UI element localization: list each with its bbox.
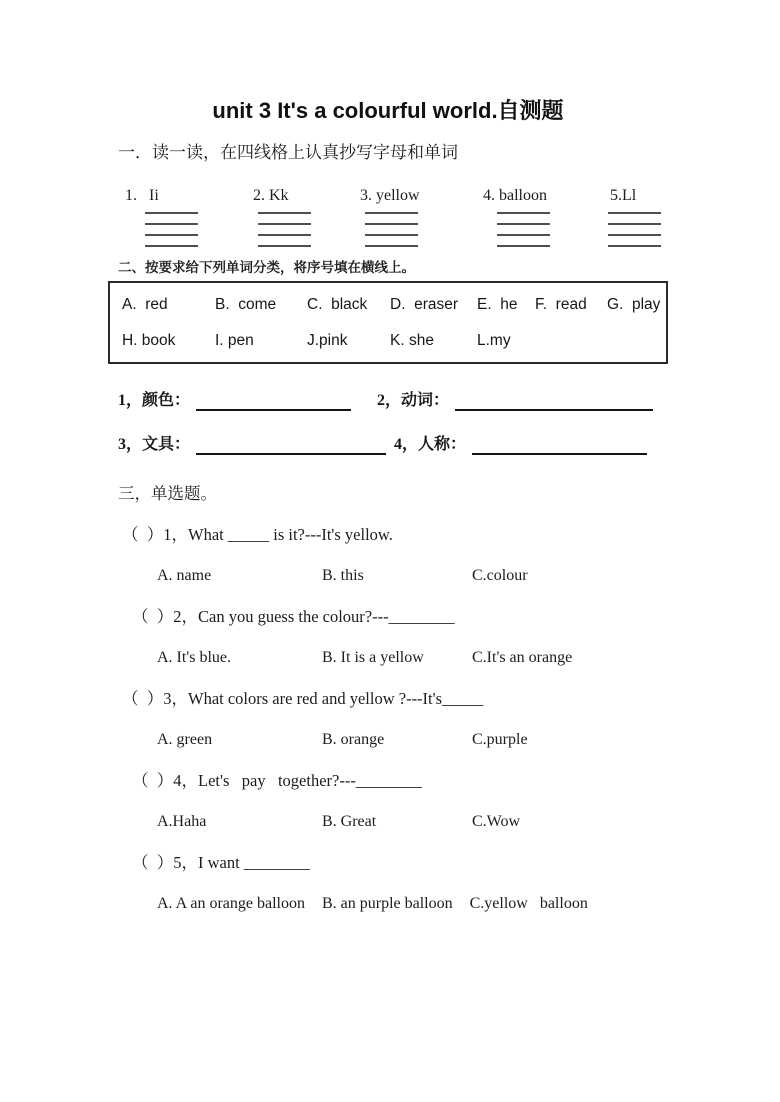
option-b: B. an purple balloon	[321, 895, 453, 912]
question-4	[132, 770, 668, 792]
option-c: C.purple	[472, 731, 528, 748]
copy-item-label: 2. Kk	[253, 187, 289, 204]
copy-item-label: 4. balloon	[483, 187, 547, 204]
word-item: H. book	[122, 332, 176, 349]
word-item: B. come	[215, 296, 277, 313]
word-item: G. play	[607, 296, 661, 313]
word-item: C. black	[307, 296, 368, 313]
option-b: B. this	[322, 567, 364, 584]
copy-item	[610, 185, 661, 247]
question-2	[132, 606, 668, 628]
answer-blank	[196, 438, 386, 455]
category-row-1	[118, 390, 668, 411]
word-item: J.pink	[307, 332, 348, 349]
question-5-options	[157, 893, 668, 915]
question-3-options	[157, 729, 668, 751]
section1-heading: 一．读一读，在四线格上认真抄写字母和单词	[118, 143, 458, 162]
question-1-options	[157, 565, 668, 587]
question-text: I want ________	[198, 853, 310, 872]
word-row-2	[122, 332, 660, 350]
copy-item	[253, 185, 360, 247]
word-row-1	[122, 296, 660, 314]
question-5	[132, 852, 668, 874]
category-label-stationery: 3，文具：	[118, 436, 191, 453]
option-c: C.Wow	[472, 813, 521, 830]
writing-grid	[497, 212, 550, 247]
copy-item	[125, 185, 253, 247]
option-a: A. A an orange balloon	[157, 895, 305, 912]
question-text: What colors are red and yellow ?---It's_____	[188, 689, 484, 708]
question-text: What _____ is it?---It's yellow.	[188, 525, 393, 544]
category-label-pronouns: 4，人称：	[394, 436, 467, 453]
section2-heading: 二、按要求给下列单词分类，将序号填在横线上。	[118, 260, 415, 275]
answer-blank	[472, 438, 647, 455]
question-2-options	[157, 647, 668, 669]
category-label-verbs: 2，动词：	[377, 392, 450, 409]
question-prefix: （ ）1，	[122, 525, 188, 544]
question-prefix: （ ）2，	[132, 607, 198, 626]
option-b: B. It is a yellow	[322, 649, 424, 666]
category-row-2	[118, 434, 668, 455]
word-item: E. he	[477, 296, 518, 313]
writing-grid	[608, 212, 661, 247]
category-label-colors: 1，颜色：	[118, 392, 191, 409]
question-prefix: （ ）4，	[132, 771, 198, 790]
section3-heading: 三，单选题。	[118, 484, 217, 503]
copy-item	[360, 185, 483, 247]
writing-grid	[145, 212, 198, 247]
word-item: F. read	[535, 296, 587, 313]
option-a: A. green	[157, 731, 213, 748]
page-title: unit 3 It's a colourful world.自测题	[212, 98, 564, 123]
word-box	[108, 281, 668, 364]
word-item: K. she	[390, 332, 434, 349]
option-c: C.colour	[472, 567, 528, 584]
copy-practice-row	[125, 185, 668, 247]
word-item: A. red	[122, 296, 168, 313]
question-text: Let's pay together?---________	[198, 771, 422, 790]
writing-grid	[258, 212, 311, 247]
answer-blank	[455, 394, 653, 411]
question-prefix: （ ）5，	[132, 853, 198, 872]
question-3	[122, 688, 668, 710]
copy-item-label: 1. Ii	[125, 187, 159, 204]
option-a: A. name	[157, 567, 212, 584]
word-item: L.my	[477, 332, 511, 349]
question-prefix: （ ）3，	[122, 689, 188, 708]
word-item: I. pen	[215, 332, 254, 349]
question-4-options	[157, 811, 668, 833]
copy-item-label: 3. yellow	[360, 187, 420, 204]
answer-blank	[196, 394, 351, 411]
option-b: B. Great	[322, 813, 377, 830]
copy-item	[483, 185, 610, 247]
option-a: A. It's blue.	[157, 649, 231, 666]
option-c: C.yellow balloon	[469, 895, 588, 912]
question-1	[122, 524, 668, 546]
word-item: D. eraser	[390, 296, 459, 313]
question-text: Can you guess the colour?---________	[198, 607, 455, 626]
writing-grid	[365, 212, 418, 247]
option-b: B. orange	[322, 731, 385, 748]
option-c: C.It's an orange	[472, 649, 573, 666]
copy-item-label: 5.Ll	[610, 187, 637, 204]
option-a: A.Haha	[157, 813, 207, 830]
